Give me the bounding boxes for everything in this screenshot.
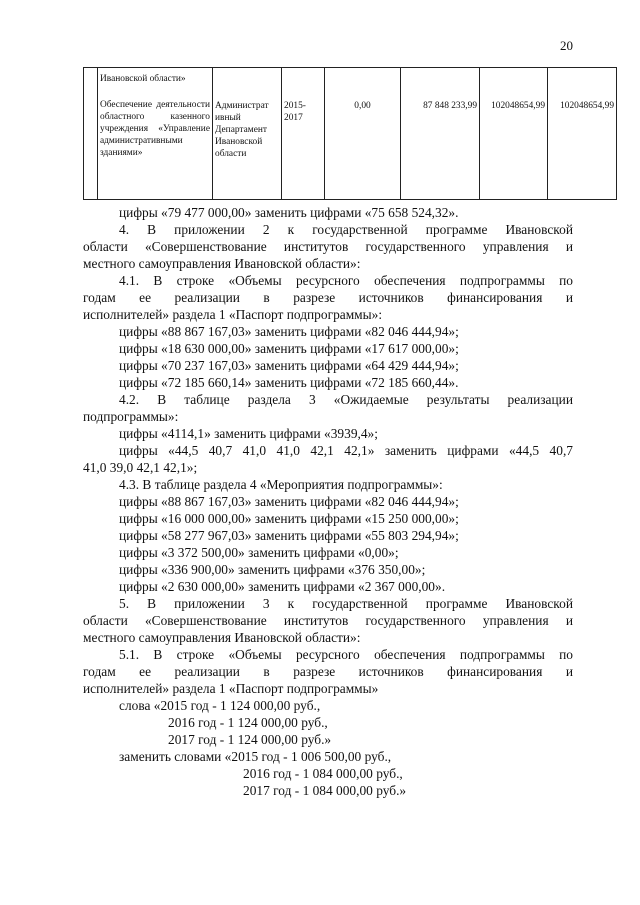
program-table [83,67,617,200]
text-line: цифры «72 185 660,14» заменить цифрами «72 185 660,44». [119,375,459,390]
text-line: 5.1. В строке «Объемы ресурсного обеспечения подпрограммы по [119,647,573,662]
text-line: 4.2. В таблице раздела 3 «Ожидаемые результаты реализации [119,392,573,407]
text-line: цифры «4114,1» заменить цифрами «3939,4»; [119,426,378,441]
text-line: цифры «18 630 000,00» заменить цифрами «17 617 000,00»; [119,341,459,356]
text-line: годам ее реализации в разрезе источников финансирования и [83,290,573,305]
text-line: 2017 год - 1 124 000,00 руб.» [168,732,332,747]
text-line: 4.1. В строке «Объемы ресурсного обеспечения подпрограммы по [119,273,573,288]
page-number: 20 [560,38,573,53]
table-cell-executor: Администрат ивный Департамент Ивановской области [213,68,282,200]
table-cell-value-1: 0,00 [325,68,401,200]
text-line: исполнителей» раздела 1 «Паспорт подпрограммы» [83,681,379,696]
activity-prefix: Ивановской области» [100,74,186,84]
text-line: 4. В приложении 2 к государственной программе Ивановской [119,222,573,237]
text-line: цифры «16 000 000,00» заменить цифрами «15 250 000,00»; [119,511,459,526]
text-line: 5. В приложении 3 к государственной программе Ивановской [119,596,573,611]
text-line: цифры «2 630 000,00» заменить цифрами «2 367 000,00». [119,579,446,594]
text-line: цифры «70 237 167,03» заменить цифрами «64 429 444,94»; [119,358,459,373]
text-line: 2016 год - 1 124 000,00 руб., [168,715,328,730]
text-line: области «Совершенствование институтов государственного управления и [83,613,573,628]
table-cell-value-2: 87 848 233,99 [401,68,480,200]
text-line: 4.3. В таблице раздела 4 «Мероприятия подпрограммы»: [119,477,443,492]
text-line: 2017 год - 1 084 000,00 руб.» [243,783,407,798]
text-line: 2016 год - 1 084 000,00 руб., [243,766,403,781]
text-line: слова «2015 год - 1 124 000,00 руб., [119,698,321,713]
text-line: цифры «88 867 167,03» заменить цифрами «82 046 444,94»; [119,324,459,339]
text-line: цифры «88 867 167,03» заменить цифрами «82 046 444,94»; [119,494,459,509]
text-line: заменить словами «2015 год - 1 006 500,00 руб., [119,749,392,764]
text-line: цифры «3 372 500,00» заменить цифрами «0,00»; [119,545,399,560]
text-line: 41,0 39,0 42,1 42,1»; [83,460,198,475]
text-line: цифры «44,5 40,7 41,0 41,0 42,1 42,1» заменить цифрами «44,5 40,7 [119,443,573,458]
table-cell-period: 2015-2017 [282,68,325,200]
text-line: исполнителей» раздела 1 «Паспорт подпрограммы»: [83,307,383,322]
text-line: местного самоуправления Ивановской области»: [83,256,361,271]
table-cell-value-4: 102048654,99 [548,68,617,200]
text-line: области «Совершенствование институтов государственного управления и [83,239,573,254]
table-cell-number [84,68,98,200]
table-cell-value-3: 102048654,99 [480,68,548,200]
activity-name: Обеспечение деятельности областного казенного учреждения «Управление административными зданиями» [100,100,210,158]
text-line: цифры «58 277 967,03» заменить цифрами «55 803 294,94»; [119,528,459,543]
text-line: подпрограммы»: [83,409,179,424]
text-line: цифры «79 477 000,00» заменить цифрами «75 658 524,32». [119,205,459,220]
text-line: годам ее реализации в разрезе источников финансирования и [83,664,573,679]
table-row [84,68,617,200]
text-line: цифры «336 900,00» заменить цифрами «376 350,00»; [119,562,426,577]
table-cell-activity [98,68,213,200]
text-line: местного самоуправления Ивановской области»: [83,630,361,645]
document-body [83,204,573,799]
